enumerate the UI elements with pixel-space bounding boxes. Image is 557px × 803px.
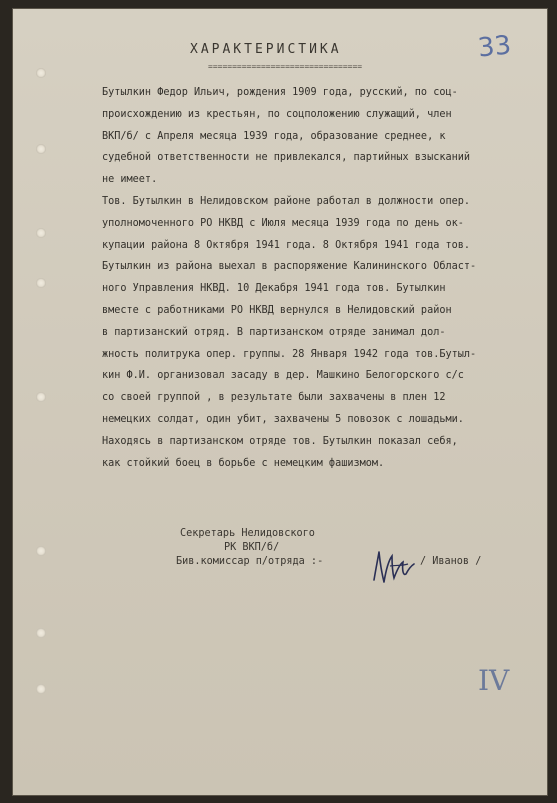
punch-hole <box>36 546 46 556</box>
document-sheet <box>12 8 548 796</box>
text-line: не имеет. <box>102 174 158 186</box>
text-line: немецких солдат, один убит, захвачены 5 повозок с лошадьми. <box>102 413 464 425</box>
text-line: кин Ф.И. организовал засаду в дер. Машкино Белогорского с/с <box>102 370 464 382</box>
punch-hole <box>36 144 46 154</box>
page-number: 33 <box>476 30 513 64</box>
text-line: уполномоченного РО НКВД с Июля месяца 1939 года по день ок- <box>102 217 464 229</box>
text-line: как стойкий боец в борьбе с немецким фашизмом. <box>102 457 385 469</box>
text-line: происхождению из крестьян, по соцположению служащий, член <box>102 108 452 120</box>
margin-mark: IV <box>478 664 510 697</box>
title-underline: ================================ <box>208 62 363 71</box>
text-line: купации района 8 Октября 1941 года. 8 Октября 1941 года тов. <box>102 239 471 251</box>
text-line: ного Управления НКВД. 10 Декабря 1941 года тов. Бутылкин <box>102 283 446 295</box>
punch-hole <box>36 684 46 694</box>
text-line: в партизанский отряд. В партизанском отряде занимал дол- <box>102 326 446 338</box>
punch-hole <box>36 628 46 638</box>
document-title: ХАРАКТЕРИСТИКА <box>190 42 342 57</box>
handwritten-signature <box>370 548 416 588</box>
signature-title-line2: РК ВКП/б/ <box>224 542 280 553</box>
text-line: Находясь в партизанском отряде тов. Бутылкин показал себя, <box>102 435 458 447</box>
text-line: судебной ответственности не привлекался, партийных взысканий <box>102 152 471 164</box>
text-line: со своей группой , в результате были захвачены в плен 12 <box>102 392 446 404</box>
punch-hole <box>36 278 46 288</box>
text-line: жность политрука опер. группы. 28 Января 1942 года тов.Бутыл- <box>102 348 477 360</box>
signature-title-line1: Секретарь Нелидовского <box>180 528 315 539</box>
text-line: вместе с работниками РО НКВД вернулся в Нелидовский район <box>102 304 452 316</box>
text-line: Тов. Бутылкин в Нелидовском районе работал в должности опер. <box>102 195 471 207</box>
punch-hole <box>36 392 46 402</box>
text-line: Бутылкин из района выехал в распоряжение Калининского Област- <box>102 261 477 273</box>
punch-hole <box>36 68 46 78</box>
text-line: ВКП/б/ с Апреля месяца 1939 года, образование среднее, к <box>102 130 446 142</box>
signatory-name: / Иванов / <box>420 556 482 567</box>
body-text <box>102 82 542 474</box>
signature-title-line3: Бив.комиссар п/отряда :- <box>176 556 324 567</box>
punch-hole <box>36 228 46 238</box>
text-line: Бутылкин Федор Ильич, рождения 1909 года, русский, по соц- <box>102 87 458 98</box>
